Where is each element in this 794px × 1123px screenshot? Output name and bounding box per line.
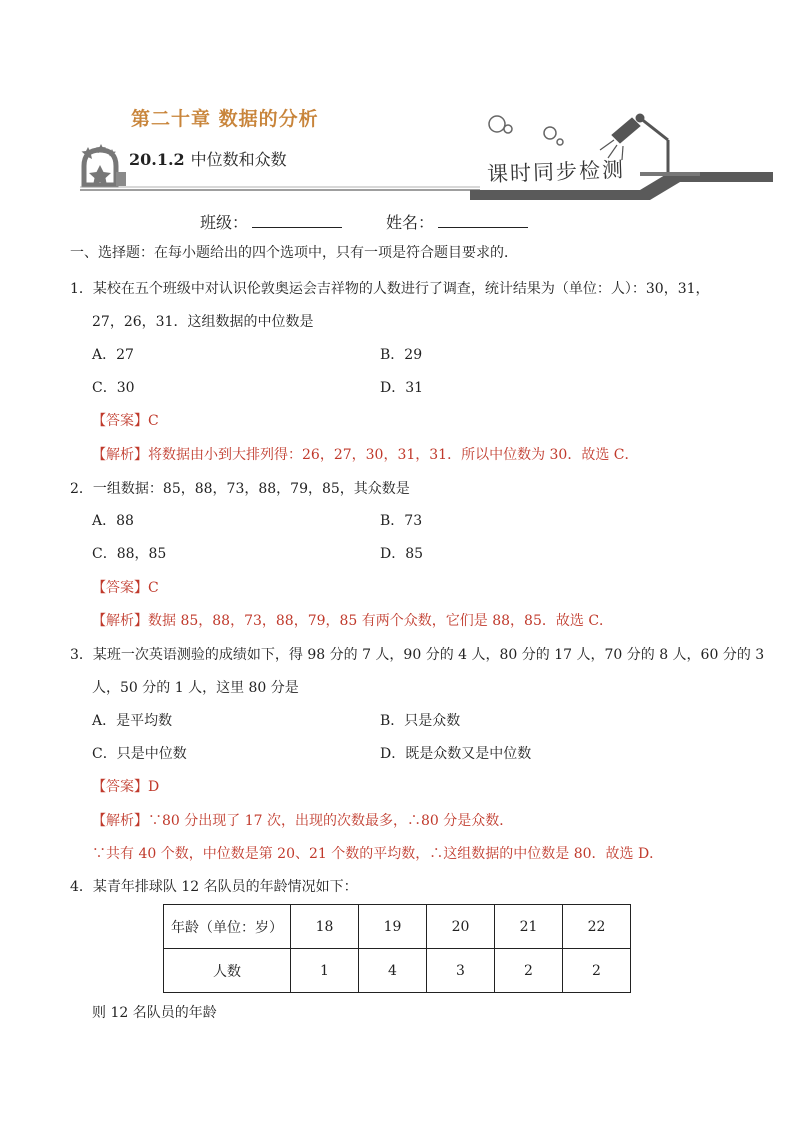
table-row <box>164 905 631 949</box>
q3-stem-line1: 3．某班一次英语测验的成绩如下，得 98 分的 7 人，90 分的 4 人，80 分的 17 人，70 分的 8 人，60 分的 3 <box>70 647 765 663</box>
chapter-title: 第二十章 数据的分析 <box>131 108 319 130</box>
analysis-text: 数据 85，88，73，88，79，85 有两个众数，它们是 88，85．故选 C． <box>148 613 614 629</box>
table-cell: 21 <box>495 905 563 949</box>
table-cell: 2 <box>563 949 631 993</box>
q2-option-c: C．88，85 <box>92 546 167 562</box>
q2-analysis <box>92 611 613 631</box>
q1-option-b: B．29 <box>380 347 423 363</box>
table-cell: 19 <box>359 905 427 949</box>
q3-analysis <box>92 811 513 831</box>
q1-stem-line2: 27，26，31．这组数据的中位数是 <box>92 314 314 330</box>
class-field[interactable] <box>252 213 342 228</box>
answer-tag: 【答案】 <box>92 413 148 429</box>
q2-option-b: B．73 <box>380 513 423 529</box>
analysis-tag: 【解析】 <box>92 813 148 829</box>
table-cell: 20 <box>427 905 495 949</box>
answer-value: C <box>148 413 159 429</box>
q3-option-d: D．既是众数又是中位数 <box>380 746 532 762</box>
table-cell: 2 <box>495 949 563 993</box>
name-label: 姓名： <box>386 213 435 232</box>
q2-stem: 2．一组数据：85，88，73，88，79，85，其众数是 <box>70 481 410 497</box>
age-table <box>163 904 631 993</box>
table-cell: 22 <box>563 905 631 949</box>
section-title: 中位数和众数 <box>190 150 287 169</box>
answer-tag: 【答案】 <box>92 580 148 596</box>
name-field[interactable] <box>438 213 528 228</box>
analysis-tag: 【解析】 <box>92 447 148 463</box>
class-label: 班级： <box>200 213 249 232</box>
q1-option-d: D．31 <box>380 380 424 396</box>
q2-answer <box>92 578 159 598</box>
table-header-count: 人数 <box>164 949 291 993</box>
q3-option-a: A．是平均数 <box>92 713 173 729</box>
q1-stem-line1: 1．某校在五个班级中对认识伦敦奥运会吉祥物的人数进行了调查，统计结果为（单位：人）：30，31， <box>70 281 710 297</box>
q1-option-c: C．30 <box>92 380 135 396</box>
table-cell: 18 <box>291 905 359 949</box>
student-info <box>200 210 528 233</box>
bubbles-icon <box>489 116 563 145</box>
answer-value: D <box>148 779 160 795</box>
q3-option-c: C．只是中位数 <box>92 746 187 762</box>
q1-answer <box>92 411 159 431</box>
table-cell: 4 <box>359 949 427 993</box>
q4-stem: 4．某青年排球队 12 名队员的年龄情况如下： <box>70 879 358 895</box>
q3-option-b: B．只是众数 <box>380 713 461 729</box>
analysis-tag: 【解析】 <box>92 613 148 629</box>
table-header-age: 年龄（单位：岁） <box>164 905 291 949</box>
instructions: 一、选择题：在每小题给出的四个选项中，只有一项是符合题目要求的． <box>70 245 518 261</box>
q1-analysis <box>92 445 639 465</box>
q3-stem-line2: 人，50 分的 1 人，这里 80 分是 <box>92 680 299 696</box>
q4-continuation: 则 12 名队员的年龄 <box>92 1005 217 1021</box>
q3-answer <box>92 777 159 797</box>
star-badge-icon <box>82 144 117 186</box>
table-cell: 1 <box>291 949 359 993</box>
header-decoration <box>0 0 794 200</box>
q3-analysis-line2: ∵共有 40 个数，中位数是第 20、21 个数的平均数，∴这组数据的中位数是 80．故选 D． <box>92 846 664 862</box>
brand-label: 课时同步检测 <box>486 157 626 187</box>
analysis-text: ∵80 分出现了 17 次，出现的次数最多，∴80 分是众数． <box>148 813 514 829</box>
table-row <box>164 949 631 993</box>
answer-value: C <box>148 580 159 596</box>
answer-tag: 【答案】 <box>92 779 148 795</box>
section-number: 20.1.2 <box>129 150 185 169</box>
table-cell: 3 <box>427 949 495 993</box>
analysis-text: 将数据由小到大排列得：26，27，30，31，31．所以中位数为 30．故选 C． <box>148 447 639 463</box>
q2-option-a: A．88 <box>92 513 134 529</box>
q1-option-a: A．27 <box>92 347 134 363</box>
section-heading <box>129 147 287 170</box>
q2-option-d: D．85 <box>380 546 424 562</box>
